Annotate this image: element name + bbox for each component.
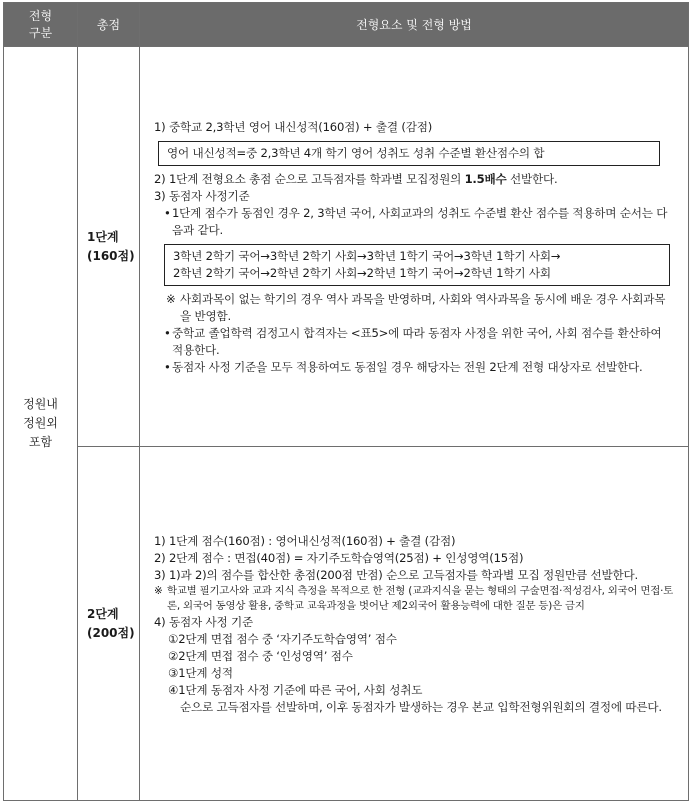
stage2-criterion-4-continued: 순으로 고득점자를 선발하며, 이후 동점자가 발생하는 경우 본교 입학전형위원회의 결정에 따른다.	[180, 700, 662, 714]
stage1-bullet2	[154, 325, 674, 359]
bullet-glyph: •	[164, 206, 171, 220]
category-label-line: 포함	[28, 435, 53, 449]
note-mark: ※	[154, 585, 163, 597]
stage1-item2-pre: 2) 1단계 전형요소 총점 순으로 고득점자를 학과별 모집정원의	[154, 172, 465, 186]
stage2-item1: 1) 1단계 점수(160점) : 영어내신성적(160점) + 출결 (감점)	[154, 534, 456, 548]
header-total-score: 총점	[78, 3, 140, 47]
stage1-box2-line1: 3학년 2학기 국어→3학년 2학기 사회→3학년 1학기 국어→3학년 1학기 사회→	[173, 249, 561, 263]
stage1-points: (160점)	[87, 248, 135, 263]
stage2-label: 2단계	[87, 606, 119, 621]
stage1-item2-post: 선발한다.	[506, 172, 558, 186]
stage1-bullet2-text: 중학교 졸업학력 검정고시 합격자는 <표5>에 따라 동점자 사정을 위한 국어, 사회 점수를 환산하여 적용한다.	[172, 326, 662, 357]
stage2-criterion-4: ④1단계 동점자 사정 기준에 따른 국어, 사회 성취도	[168, 683, 423, 697]
stage1-item2	[154, 171, 674, 188]
header-category-line1: 전형	[28, 8, 53, 23]
header-method: 전형요소 및 전형 방법	[140, 3, 689, 47]
stage2-item4: 4) 동점자 사정 기준	[154, 615, 253, 629]
stage2-criterion-2: ②2단계 면접 점수 중 ‘인성영역’ 점수	[168, 649, 353, 663]
stage1-bullet3	[154, 359, 674, 376]
header-category	[4, 3, 78, 47]
stage1-english-score-box	[158, 141, 660, 166]
note-mark: ※	[166, 292, 176, 306]
stage2-row	[4, 447, 689, 801]
admission-criteria-table	[3, 2, 689, 801]
stage2-points: (200점)	[87, 625, 135, 640]
header-category-line2: 구분	[28, 25, 53, 40]
category-label	[4, 395, 77, 452]
stage2-item3: 3) 1)과 2)의 점수를 합산한 총점(200점 만점) 순으로 고득점자를 학과별 모집 정원만큼 선발한다.	[154, 568, 638, 582]
stage2-method-cell	[140, 447, 689, 801]
stage2-score-cell	[78, 447, 140, 801]
stage2-note	[154, 584, 674, 614]
stage1-score-cell	[78, 47, 140, 447]
category-label-line: 정원외	[23, 416, 58, 430]
stage1-item3: 3) 동점자 사정기준	[154, 189, 250, 203]
stage1-row	[4, 47, 689, 447]
stage1-bullet1-text: 1단계 점수가 동점인 경우 2, 3학년 국어, 사회교과의 성취도 수준별 환산 점수를 적용하며 순서는 다음과 같다.	[172, 206, 668, 237]
stage1-label: 1단계	[87, 229, 119, 244]
stage1-bullet3-text: 동점자 사정 기준을 모두 적용하여도 동점일 경우 해당자는 전원 2단계 전형 대상자로 선발한다.	[172, 360, 643, 374]
stage2-criterion-1: ①2단계 면접 점수 중 ‘자기주도학습영역’ 점수	[168, 632, 397, 646]
stage2-note-text: 학교별 필기고사와 교과 지식 측정을 목적으로 한 전형 (교과지식을 묻는 형태의 구술면접·적성검사, 외국어 면접·토론, 외국어 동영상 활용, 중학교 교육과정을 벗어난 제2외국어 활용능력에 대한 질문 등)은 금지	[167, 585, 674, 612]
category-label-line: 정원내	[23, 397, 58, 411]
stage1-box2-line2: 2학년 2학기 국어→2학년 2학기 사회→2학년 1학기 국어→2학년 1학기 사회	[173, 266, 551, 280]
stage1-item1: 1) 중학교 2,3학년 영어 내신성적(160점) + 출결 (감점)	[154, 120, 433, 134]
bullet-glyph: •	[164, 360, 171, 374]
category-cell	[4, 47, 78, 801]
stage1-note	[154, 291, 674, 325]
stage1-bullet1	[154, 205, 674, 239]
bullet-glyph: •	[164, 326, 171, 340]
table-header-row	[4, 3, 689, 47]
stage1-method-cell	[140, 47, 689, 447]
stage1-item2-emph: 1.5배수	[464, 172, 507, 186]
stage1-note-text: 사회과목이 없는 학기의 경우 역사 과목을 반영하며, 사회와 역사과목을 동시에 배운 경우 사회과목을 반영함.	[180, 292, 666, 323]
stage2-criterion-3: ③1단계 성적	[168, 666, 233, 680]
stage1-tiebreak-order-box	[164, 244, 670, 286]
stage2-item2: 2) 2단계 점수 : 면접(40점) = 자기주도학습영역(25점) + 인성영역(15점)	[154, 551, 524, 565]
stage1-box1-text: 영어 내신성적=중 2,3학년 4개 학기 영어 성취도 성취 수준별 환산점수의 합	[167, 146, 545, 160]
